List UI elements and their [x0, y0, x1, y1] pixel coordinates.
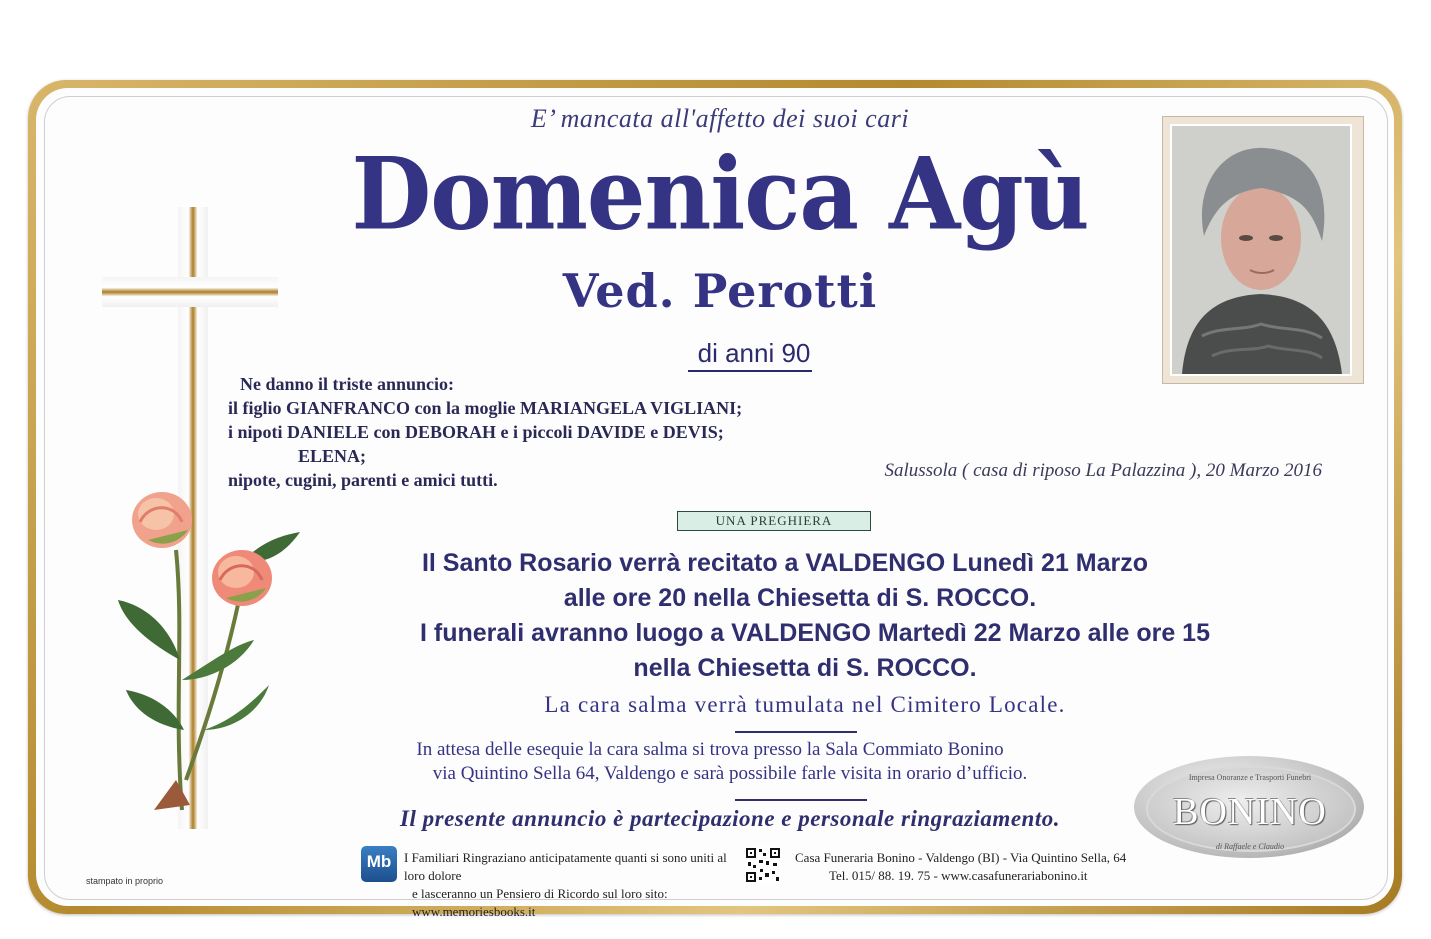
- age: [600, 338, 900, 369]
- footer-left-line: e lasceranno un Pensiero di Ricordo sul loro sito: www.memoriesbooks.it: [412, 886, 668, 919]
- wait-info: [280, 738, 1160, 786]
- service-info: [330, 546, 1300, 686]
- mourners-line: i nipoti DANIELE con DEBORAH e i piccoli DAVIDE e DEVIS;: [228, 422, 724, 442]
- memoriesbooks-logo-icon: Mb: [361, 846, 397, 882]
- cross-horizontal: [102, 277, 278, 307]
- footer-left: [404, 849, 744, 921]
- divider: [735, 799, 867, 801]
- qr-code-icon: [745, 847, 781, 883]
- footer-right-line: Casa Funeraria Bonino - Valdengo (BI) - Via Quintino Sella, 64: [795, 850, 1127, 865]
- printed-note: stampato in proprio: [86, 876, 164, 886]
- service-line: I funerali avranno luogo a VALDENGO Martedì 22 Marzo alle ore 15: [419, 619, 1210, 647]
- footer-right-line: Tel. 015/ 88. 19. 75 - www.casafunerariabonino.it: [829, 868, 1088, 883]
- mourners-line: Ne danno il triste annuncio:: [240, 374, 455, 394]
- portrait-photo: [1170, 124, 1352, 376]
- wait-line: In attesa delle esequie la cara salma si trova presso la Sala Commiato Bonino: [416, 739, 1004, 760]
- wait-line: via Quintino Sella 64, Valdengo e sarà possibile farle visita in orario d’ufficio.: [432, 763, 1028, 784]
- roses-illustration: [104, 480, 304, 820]
- service-line: alle ore 20 nella Chiesetta di S. ROCCO.: [563, 584, 1037, 612]
- widow-of: Ved. Perotti: [562, 264, 878, 318]
- mourners-line: nipote, cugini, parenti e amici tutti.: [228, 470, 498, 490]
- seal-name: BONINO: [1173, 791, 1327, 833]
- mourners-line: ELENA;: [298, 446, 367, 466]
- burial-note: La cara salma verrà tumulata nel Cimitero Locale.: [544, 692, 1066, 717]
- service-line: Il Santo Rosario verrà recitato a VALDENGO Lunedì 21 Marzo: [421, 549, 1149, 577]
- place-date: Salussola ( casa di riposo La Palazzina ), 20 Marzo 2016: [884, 460, 1322, 481]
- age-text: di anni 90: [688, 338, 813, 372]
- footer-right: [795, 849, 1135, 885]
- prayer-label: UNA PREGHIERA: [677, 511, 871, 531]
- seal-top-text: Impresa Onoranze e Trasporti Funebri: [1188, 773, 1312, 782]
- mourners-list: [228, 372, 828, 492]
- footer-left-line: I Familiari Ringraziano anticipatamente quanti si sono uniti al loro dolore: [404, 850, 727, 883]
- seal-sub-text: di Raffaele e Claudio: [1215, 842, 1285, 851]
- mourners-line: il figlio GIANFRANCO con la moglie MARIANGELA VIGLIANI;: [228, 398, 743, 418]
- divider: [735, 731, 857, 733]
- service-line: nella Chiesetta di S. ROCCO.: [633, 654, 977, 682]
- thanks-note: Il presente annuncio è partecipazione e personale ringraziamento.: [400, 806, 1060, 831]
- intro-text: E’ mancata all'affetto dei suoi cari: [530, 104, 910, 133]
- deceased-name: Domenica Agù: [351, 135, 1089, 253]
